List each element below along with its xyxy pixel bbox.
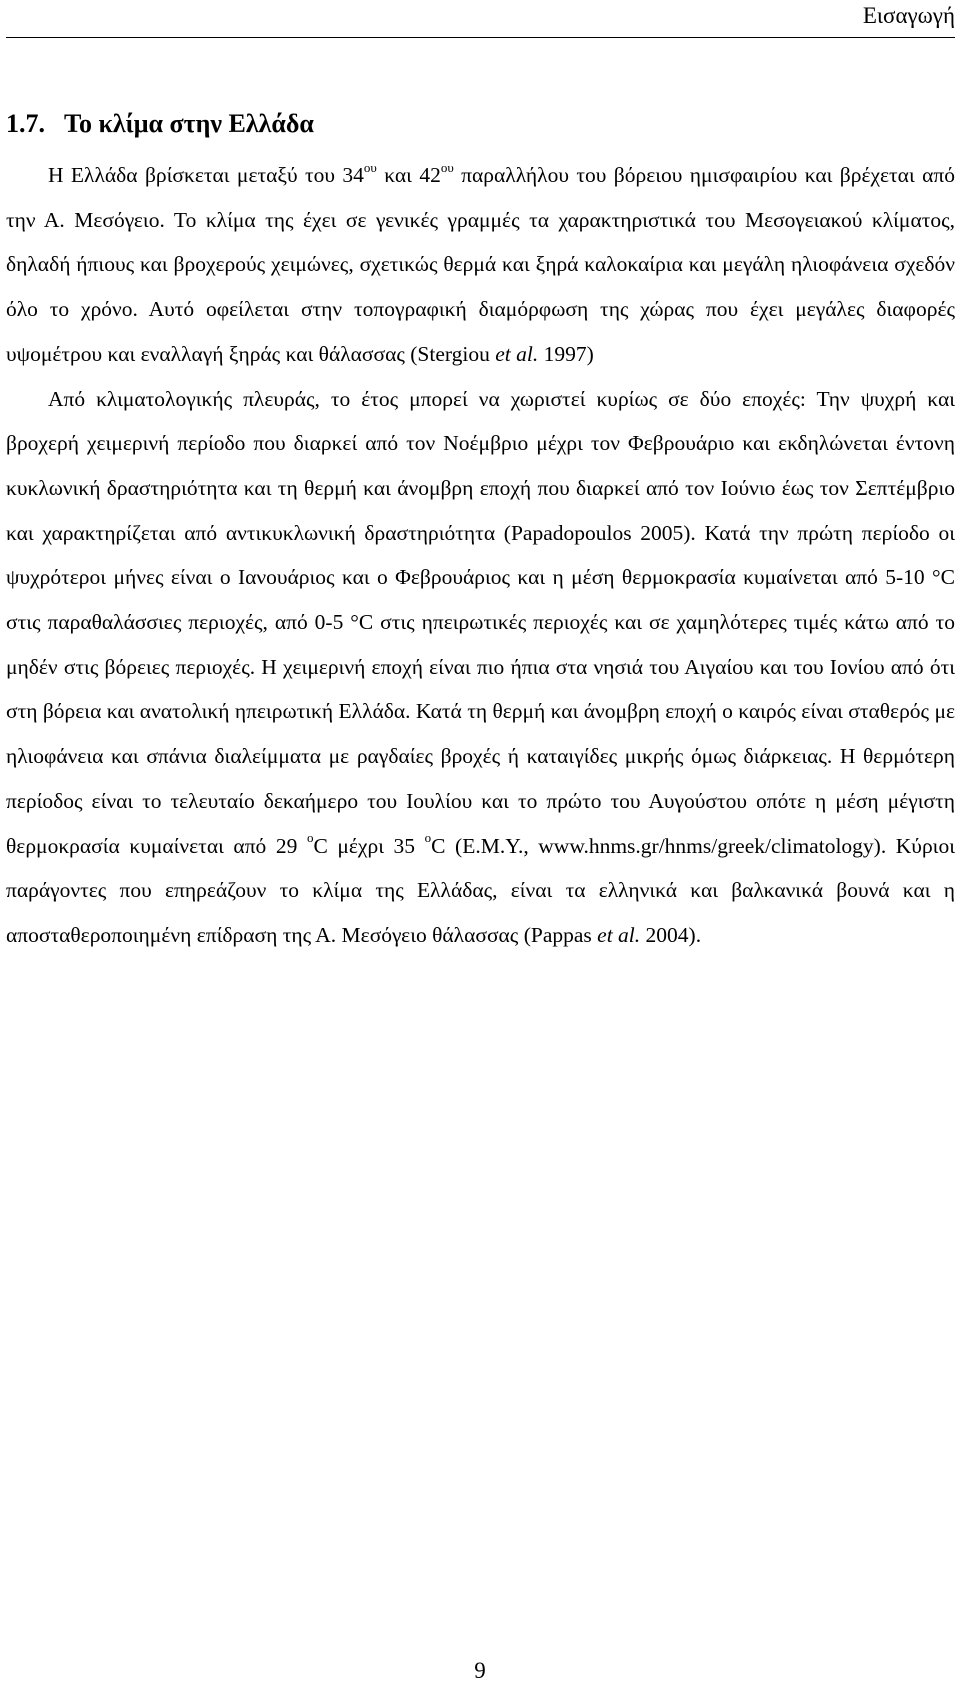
p1-text-1: Η Ελλάδα βρίσκεται μεταξύ του 34 (48, 163, 364, 187)
p2-text-3: C (E.M.Y., www.hnms.gr/hnms/greek/climatology). Κύριοι παράγοντες που επηρεάζουν το κλίμα της Ελλάδας, είναι τα ελληνικά και βαλκανικά βουνά και η αποσταθεροποιημένη επίδραση της Α. Μεσόγειο θάλασσας (Pappas (6, 833, 955, 947)
running-header: Εισαγωγή (862, 3, 955, 28)
section-number: 1.7. (6, 109, 45, 138)
p2-text-1: Από κλιματολογικής πλευράς, το έτος μπορεί να χωριστεί κυρίως σε δύο εποχές: Την ψυχρή και βροχερή χειμερινή περίοδο που διαρκεί από τον Νοέμβριο μέχρι τον Φεβρουάριο και εκδηλώνεται έντονη κυκλωνική δραστηριότητα και τη θερμή και άνομβρη εποχή που διαρκεί από τον Ιούνιο έως τον Σεπτέμβριο και χαρακτηρίζεται από αντικυκλωνική δραστηριότητα (Papadopoulos 2005). Κατά την πρώτη περίοδο οι ψυχρότεροι μήνες είναι ο Ιανουάριος και ο Φεβρουάριος και η μέση θερμοκρασία κυμαίνεται από 5-10 °C στις παραθαλάσσιες περιοχές, από 0-5 °C στις ηπειρωτικές περιοχές και σε χαμηλότερες τιμές κάτω από το μηδέν στις βόρειες περιοχές. Η χειμερινή εποχή είναι πιο ήπια στα νησιά του Αιγαίου και του Ιονίου από ότι στη βόρεια και ανατολική ηπειρωτική Ελλάδα. Κατά τη θερμή και άνομβρη εποχή ο καιρός είναι σταθερός με ηλιοφάνεια και σπάνια διαλείμματα με ραγδαίες βροχές ή καταιγίδες μικρής όμως διάρκειας. Η θερμότερη περίοδος είναι το τελευταίο δεκαήμερο του Ιουλίου και το πρώτο του Αυγούστου οπότε η μέση μέγιστη θερμοκρασία κυμαίνεται από 29 (6, 386, 955, 858)
p2-text-2: C μέχρι 35 (313, 833, 425, 858)
p1-superscript-2: ου (440, 159, 454, 175)
paragraph-1 (6, 153, 955, 377)
p2-text-4: 2004). (640, 922, 702, 947)
p1-italic-citation: et al. (495, 341, 539, 366)
paragraph-2 (6, 377, 955, 958)
p2-italic-citation: et al. (597, 922, 641, 947)
p2-superscript-1: o (306, 830, 314, 846)
page-number: 9 (474, 1658, 486, 1683)
section-title: Το κλίμα στην Ελλάδα (64, 109, 314, 138)
p2-superscript-2: o (424, 830, 432, 846)
p1-superscript-1: ου (363, 159, 377, 175)
p1-text-2: και 42 (376, 163, 441, 187)
p1-text-3: παραλλήλου του βόρειου ημισφαιρίου και βρέχεται από την Α. Μεσόγειο. Το κλίμα της έχει σε γενικές γραμμές τα χαρακτηριστικά του Μεσογειακού κλίματος, δηλαδή ήπιους και βροχερούς χειμώνες, σχετικώς θερμά και ξηρά καλοκαίρια και μεγάλη ηλιοφάνεια σχεδόν όλο το χρόνο. Αυτό οφείλεται στην τοπογραφική διαμόρφωση της χώρας που έχει μεγάλες διαφορές υψομέτρου και εναλλαγή ξηράς και θάλασσας (Stergiou (6, 163, 955, 366)
body-text (6, 153, 955, 958)
section-heading (6, 108, 314, 140)
p1-text-4: 1997) (538, 341, 594, 366)
header-rule (6, 37, 955, 38)
